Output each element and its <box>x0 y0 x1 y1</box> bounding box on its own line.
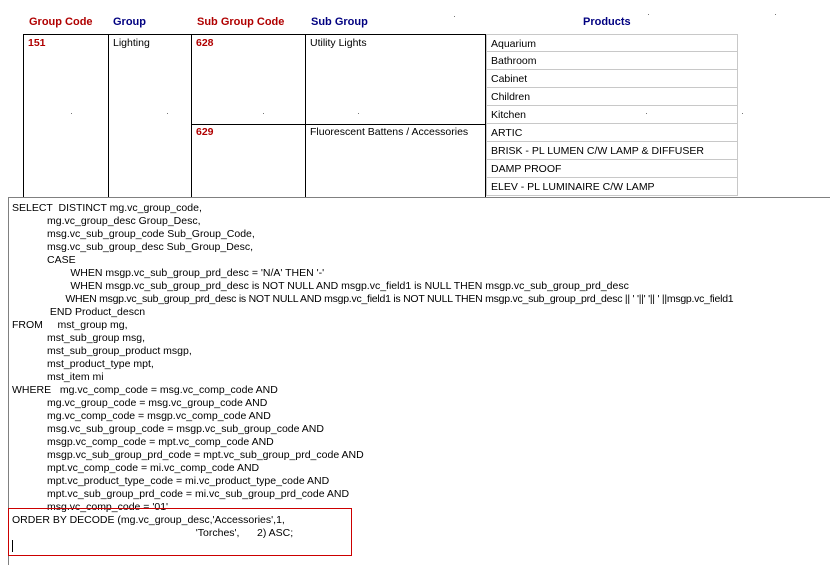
sub-group-code-cell-2: 629 <box>192 124 306 198</box>
sql-line: mg.vc_comp_code = msgp.vc_comp_code AND <box>12 410 271 422</box>
header-sub-group: Sub Group <box>311 16 368 28</box>
sql-line: WHEN msgp.vc_sub_group_prd_desc is NOT NULL AND msgp.vc_field1 is NOT NULL THEN msgp.vc_sub_group_prd_desc || ' '||' '|| ' ||msgp.vc_field1 <box>12 293 734 305</box>
sql-line: mpt.vc_sub_group_prd_code = mi.vc_sub_group_prd_code AND <box>12 488 350 500</box>
product-item: DAMP PROOF <box>486 160 738 178</box>
decorative-dot <box>263 113 264 114</box>
sql-line: FROM mst_group mg, <box>12 319 128 331</box>
product-item: BRISK - PL LUMEN C/W LAMP & DIFFUSER <box>486 142 738 160</box>
sql-line: mpt.vc_comp_code = mi.vc_comp_code AND <box>12 462 260 474</box>
product-item: ARTIC <box>486 124 738 142</box>
sql-line: msgp.vc_comp_code = mpt.vc_comp_code AND <box>12 436 274 448</box>
product-item: ELEV - PL LUMINAIRE C/W LAMP <box>486 178 738 196</box>
sql-line: WHEN msgp.vc_sub_group_prd_desc is NOT NULL AND msgp.vc_field1 is NULL THEN msgp.vc_sub_group_prd_desc <box>12 280 629 292</box>
product-item: Aquarium <box>486 34 738 52</box>
sql-line: WHERE mg.vc_comp_code = msg.vc_comp_code AND <box>12 384 278 396</box>
sql-line: mst_item mi <box>12 371 104 383</box>
group-code-cell: 151 <box>23 34 109 198</box>
decorative-dot <box>742 113 743 114</box>
sql-line: WHEN msgp.vc_sub_group_prd_desc = 'N/A' THEN '-' <box>12 267 325 279</box>
sub-group-code-cell-1: 628 <box>192 34 306 125</box>
decorative-dot <box>646 113 647 114</box>
sub-group-cell-1: Utility Lights <box>306 34 486 125</box>
product-item: Bathroom <box>486 52 738 70</box>
sql-line: mg.vc_group_desc Group_Desc, <box>12 215 201 227</box>
decorative-dot <box>454 16 455 17</box>
decorative-dot <box>358 113 359 114</box>
sub-group-cell-2: Fluorescent Battens / Accessories <box>306 124 486 198</box>
sql-line: msg.vc_comp_code = '01' <box>12 501 169 513</box>
header-group-code: Group Code <box>29 16 93 28</box>
sql-line: mst_sub_group msg, <box>12 332 146 344</box>
decorative-dot <box>648 14 649 15</box>
header-group: Group <box>113 16 146 28</box>
sql-line: CASE <box>12 254 76 266</box>
sql-line: msg.vc_sub_group_code = msgp.vc_sub_group_code AND <box>12 423 324 435</box>
header-sub-group-code: Sub Group Code <box>197 16 285 28</box>
header-products: Products <box>583 16 631 28</box>
sql-line: mg.vc_group_code = msg.vc_group_code AND <box>12 397 268 409</box>
sql-line: mpt.vc_product_type_code = mi.vc_product_type_code AND <box>12 475 330 487</box>
group-cell: Lighting <box>109 34 192 198</box>
highlight-box <box>8 508 352 556</box>
sql-line: msg.vc_sub_group_desc Sub_Group_Desc, <box>12 241 254 253</box>
sql-line: ORDER BY DECODE (mg.vc_group_desc,'Accessories',1, <box>12 514 285 526</box>
product-item: Children <box>486 88 738 106</box>
sql-line: SELECT DISTINCT mg.vc_group_code, <box>12 202 202 214</box>
sql-line: 'Torches', 2) ASC; <box>12 527 294 539</box>
sql-line: msgp.vc_sub_group_prd_code = mpt.vc_sub_group_prd_code AND <box>12 449 364 461</box>
sql-line: END Product_descn <box>12 306 146 318</box>
decorative-dot <box>775 14 776 15</box>
product-item: Cabinet <box>486 70 738 88</box>
decorative-dot <box>167 113 168 114</box>
sql-line: msg.vc_sub_group_code Sub_Group_Code, <box>12 228 255 240</box>
text-cursor <box>12 540 13 552</box>
decorative-dot <box>71 113 72 114</box>
product-item: Kitchen <box>486 106 738 124</box>
sql-line: mst_product_type mpt, <box>12 358 154 370</box>
sql-line: mst_sub_group_product msgp, <box>12 345 192 357</box>
